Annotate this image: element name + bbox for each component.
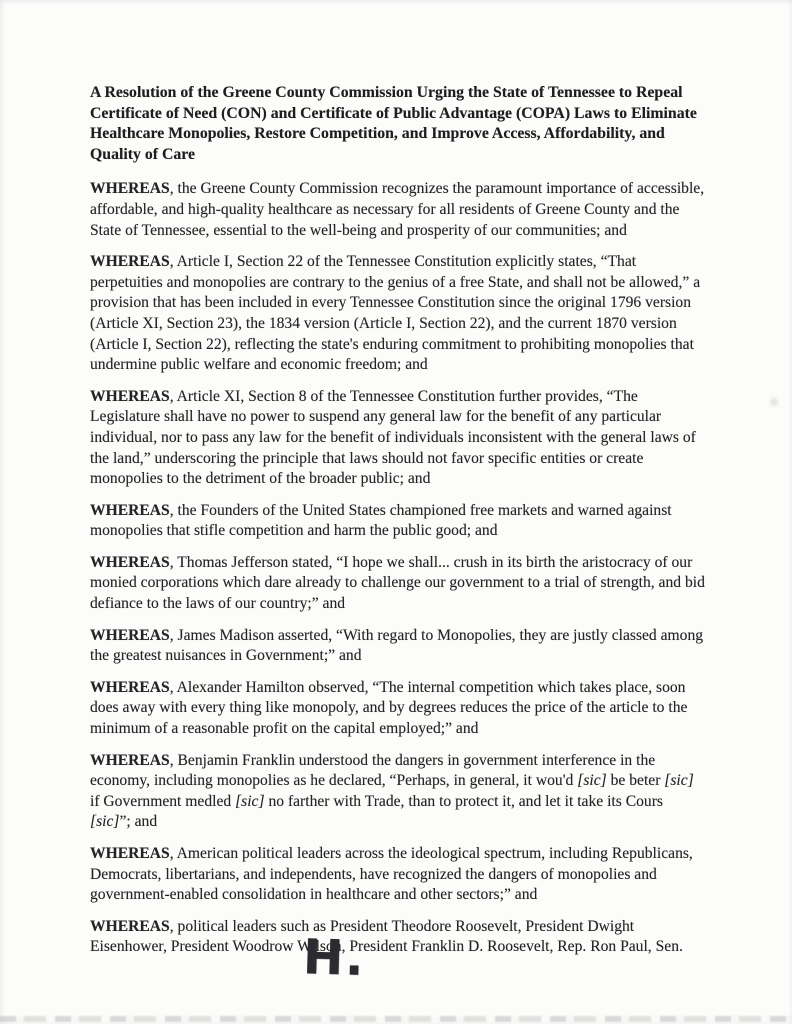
whereas-paragraph bbox=[90, 844, 706, 906]
whereas-paragraph bbox=[90, 501, 706, 542]
scan-smudge-artifact bbox=[770, 398, 778, 406]
document-content bbox=[90, 83, 706, 969]
text-run-italic: [sic] bbox=[235, 792, 265, 810]
text-run-italic: [sic] bbox=[664, 772, 694, 790]
whereas-paragraph bbox=[90, 252, 706, 376]
text-run-regular: , the Greene County Commission recognizes the paramount importance of accessible, affordable, and high-quality healthcare as necessary for all residents of Greene County and the State of Tennessee, essential to the well-being and prosperity of our communities; and bbox=[90, 180, 705, 239]
text-run-bold: WHEREAS bbox=[90, 387, 170, 405]
text-run-regular: , political leaders such as President Theodore Roosevelt, President Dwight Eisenhower, President Woodrow Wilson, President Franklin D. Roosevelt, Rep. Ron Paul, Sen. bbox=[90, 917, 683, 956]
whereas-paragraph bbox=[90, 553, 706, 615]
whereas-paragraph bbox=[90, 626, 706, 667]
text-run-regular: , Thomas Jefferson stated, “I hope we shall... crush in its birth the aristocracy of our monied corporations which dare already to challenge our government to a trial of strength, and bid defiance to the laws of our country;” and bbox=[90, 553, 705, 613]
whereas-paragraph bbox=[90, 387, 706, 490]
text-run-regular: , Article I, Section 22 of the Tennessee Constitution explicitly states, “That perpetuities and monopolies are contrary to the genius of a free State, and shall not be allowed,” a provision that has been included in every Tennessee Constitution since the original 1796 version (Article XI, Section 23), the 1834 version (Article I, Section 22), and the current 1870 version (Article I, Section 22), reflecting the state's enduring commitment to prohibiting monopolies that undermine public welfare and economic freedom; and bbox=[90, 253, 701, 374]
whereas-paragraph bbox=[90, 917, 706, 958]
text-run-bold: WHEREAS bbox=[90, 917, 170, 935]
text-run-bold: WHEREAS bbox=[90, 626, 170, 644]
scan-bottom-edge-artifact bbox=[0, 1016, 792, 1022]
text-run-regular: , James Madison asserted, “With regard to Monopolies, they are justly classed among the greatest nuisances in Government;” and bbox=[90, 626, 704, 665]
text-run-italic: [sic] bbox=[577, 772, 607, 790]
handwritten-mark: H. bbox=[302, 929, 367, 987]
text-run-bold: WHEREAS bbox=[90, 553, 170, 571]
text-run-bold: WHEREAS bbox=[90, 678, 170, 696]
text-run-regular: , Article XI, Section 8 of the Tennessee Constitution further provides, “The Legislature shall have no power to suspend any general law for the benefit of any particular individual, nor to pass any law for the benefit of individuals inconsistent with the general laws of the land,” underscoring the principle that laws should not favor specific entities or create monopolies to the detriment of the broader public; and bbox=[90, 387, 696, 488]
text-run-bold: WHEREAS bbox=[90, 253, 170, 271]
text-run-bold: WHEREAS bbox=[90, 501, 170, 519]
whereas-paragraph bbox=[90, 678, 706, 740]
text-run-italic: [sic] bbox=[90, 813, 120, 831]
text-run-bold: WHEREAS bbox=[90, 845, 170, 862]
text-run-bold: WHEREAS bbox=[90, 180, 170, 198]
whereas-paragraph bbox=[90, 179, 706, 241]
whereas-paragraph bbox=[90, 751, 706, 833]
text-run-regular: , the Founders of the United States championed free markets and warned against monopolies that stifle competition and harm the public good; and bbox=[90, 501, 672, 540]
page-title: A Resolution of the Greene County Commission Urging the State of Tennessee to Repeal Certificate of Need (CON) and Certificate of Public Advantage (COPA) Laws to Eliminate Healthcare Monopolies, Restore Competition, and Improve Access, Affordability, and Quality of Care bbox=[90, 84, 697, 163]
text-run-regular: , American political leaders across the ideological spectrum, including Republicans, Democrats, libertarians, and independents, have recognized the dangers of monopolies and government-enabled consolidation in healthcare and other sectors;” and bbox=[90, 845, 693, 904]
whereas-paragraphs bbox=[90, 179, 706, 958]
text-run-regular: be beter bbox=[606, 772, 665, 790]
text-run-bold: WHEREAS bbox=[90, 751, 170, 769]
text-run-regular: , Alexander Hamilton observed, “The internal competition which takes place, soon does away with every thing like monopoly, and by degrees reduces the price of the article to the minimum of a reasonable profit on the capital employed;” and bbox=[90, 678, 688, 738]
text-run-regular: ”; and bbox=[119, 813, 158, 831]
text-run-regular: if Government medled bbox=[90, 792, 236, 810]
text-run-regular: no farther with Trade, than to protect it, and let it take its Cours bbox=[264, 792, 663, 810]
text-run-regular: , Benjamin Franklin understood the dangers in government interference in the economy, including monopolies as he declared, “Perhaps, in general, it wou'd bbox=[90, 751, 656, 790]
